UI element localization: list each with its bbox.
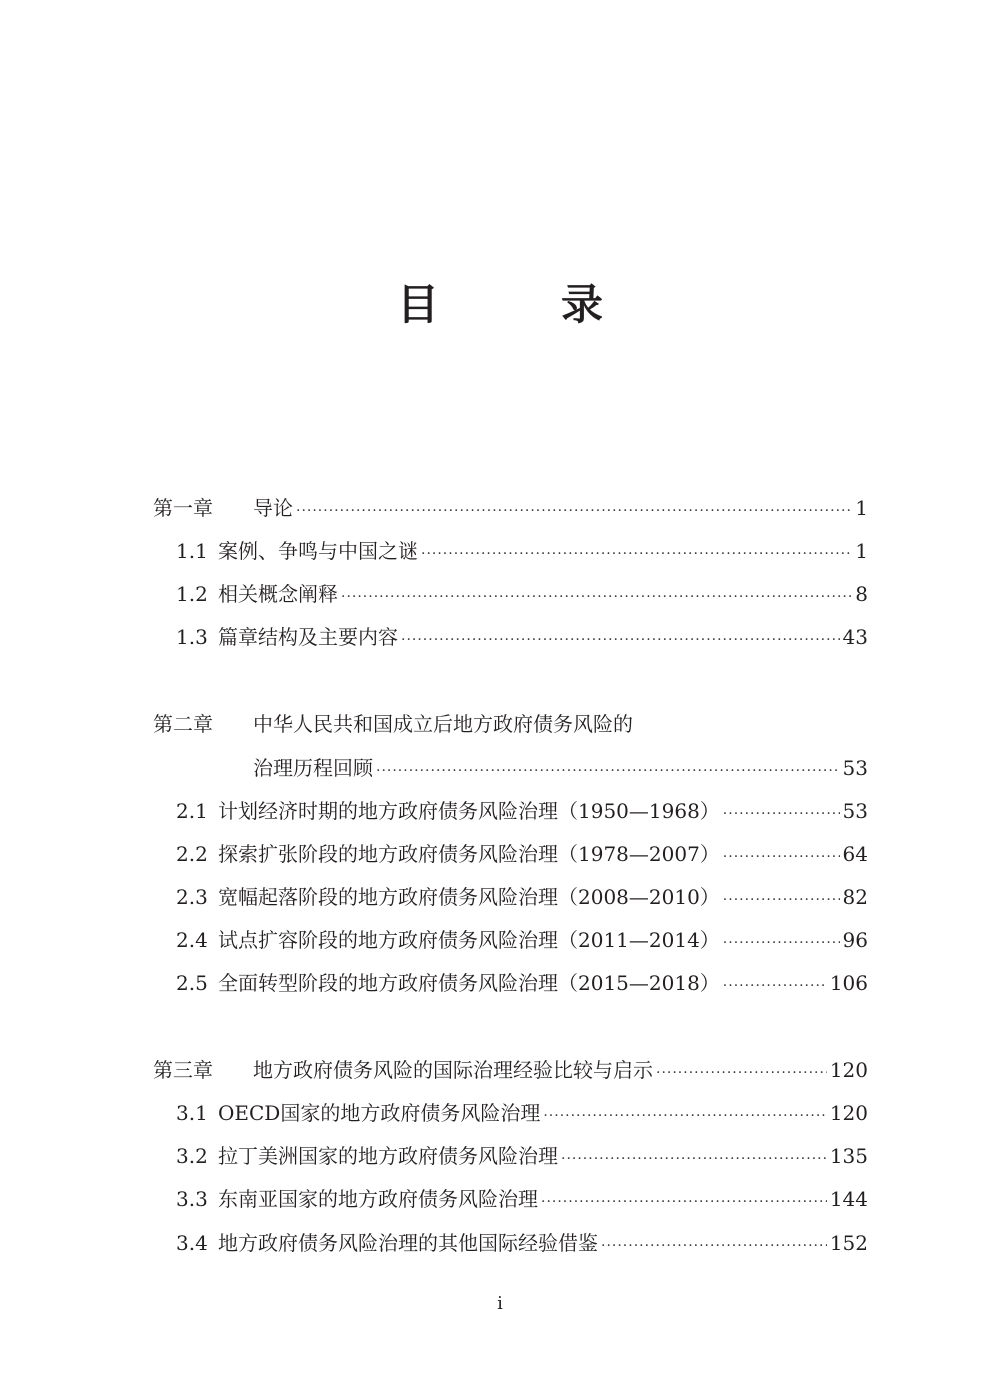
toc-entry-page: 53 bbox=[842, 756, 868, 780]
toc-entry-page: 82 bbox=[842, 885, 868, 909]
toc-section-3-2[interactable] bbox=[0, 1140, 868, 1172]
dot-leader bbox=[296, 495, 852, 527]
toc-entry-number: 第二章 bbox=[153, 712, 213, 736]
dot-leader bbox=[561, 1143, 827, 1175]
dot-leader bbox=[723, 884, 840, 916]
dot-leader bbox=[341, 581, 852, 613]
toc-entry-title: 全面转型阶段的地方政府债务风险治理（2015—2018） bbox=[218, 971, 720, 995]
dot-leader bbox=[376, 755, 840, 787]
toc-chapter-3[interactable] bbox=[0, 1054, 868, 1086]
dot-leader bbox=[723, 798, 840, 830]
toc-section-2-2[interactable] bbox=[0, 838, 868, 870]
dot-leader bbox=[723, 927, 840, 959]
toc-entry-title: 拉丁美洲国家的地方政府债务风险治理 bbox=[218, 1144, 558, 1168]
toc-entry-title: 地方政府债务风险治理的其他国际经验借鉴 bbox=[218, 1231, 598, 1255]
toc-section-2-1[interactable] bbox=[0, 795, 868, 827]
toc-entry-page: 135 bbox=[829, 1144, 868, 1168]
toc-entry-number: 2.3 bbox=[176, 885, 208, 909]
toc-entry-number: 3.3 bbox=[176, 1187, 208, 1211]
toc-section-3-1[interactable] bbox=[0, 1097, 868, 1129]
toc-entry-page: 96 bbox=[842, 928, 868, 952]
dot-leader bbox=[723, 970, 827, 1002]
toc-entry-number: 1.1 bbox=[176, 539, 208, 563]
toc-entry-page: 120 bbox=[829, 1058, 868, 1082]
dot-leader bbox=[601, 1230, 827, 1262]
toc-entry-page: 1 bbox=[855, 496, 868, 520]
toc-entry-number: 1.3 bbox=[176, 625, 208, 649]
toc-entry-number: 2.2 bbox=[176, 842, 208, 866]
toc-entry-page: 120 bbox=[829, 1101, 868, 1125]
toc-entry-number: 3.2 bbox=[176, 1144, 208, 1168]
dot-leader bbox=[421, 538, 852, 570]
toc-entry-number: 2.4 bbox=[176, 928, 208, 952]
toc-entry-page: 152 bbox=[829, 1231, 868, 1255]
toc-entry-title: 东南亚国家的地方政府债务风险治理 bbox=[218, 1187, 538, 1211]
toc-section-2-4[interactable] bbox=[0, 924, 868, 956]
toc-entry-page: 1 bbox=[855, 539, 868, 563]
toc-entry-page: 106 bbox=[829, 971, 868, 995]
dot-leader bbox=[723, 841, 840, 873]
dot-leader bbox=[656, 1057, 827, 1089]
toc-entry-title: 案例、争鸣与中国之谜 bbox=[218, 539, 418, 563]
toc-entry-title: 篇章结构及主要内容 bbox=[218, 625, 398, 649]
toc-entry-title: 导论 bbox=[253, 496, 293, 520]
toc-chapter-2-line2[interactable] bbox=[0, 752, 868, 784]
dot-leader bbox=[543, 1100, 826, 1132]
toc-section-3-3[interactable] bbox=[0, 1183, 868, 1215]
toc-entry-number: 2.1 bbox=[176, 799, 208, 823]
toc-entry-title: 探索扩张阶段的地方政府债务风险治理（1978—2007） bbox=[218, 842, 720, 866]
toc-entry-page: 64 bbox=[842, 842, 868, 866]
page-title: 目 录 bbox=[396, 280, 643, 329]
toc-entry-page: 8 bbox=[855, 582, 868, 606]
toc-section-1-1[interactable] bbox=[0, 535, 868, 567]
toc-entry-title: 地方政府债务风险的国际治理经验比较与启示 bbox=[253, 1058, 653, 1082]
toc-entry-title: OECD国家的地方政府债务风险治理 bbox=[218, 1101, 541, 1125]
toc-chapter-1[interactable] bbox=[0, 492, 868, 524]
toc-entry-title: 中华人民共和国成立后地方政府债务风险的 bbox=[253, 712, 633, 736]
toc-entry-number: 1.2 bbox=[176, 582, 208, 606]
toc-entry-title: 宽幅起落阶段的地方政府债务风险治理（2008—2010） bbox=[218, 885, 720, 909]
dot-leader bbox=[401, 624, 840, 656]
toc-chapter-2-line1[interactable] bbox=[153, 708, 633, 740]
toc-entry-number: 2.5 bbox=[176, 971, 208, 995]
dot-leader bbox=[541, 1186, 827, 1218]
toc-entry-number: 第一章 bbox=[153, 496, 213, 520]
toc-entry-title: 试点扩容阶段的地方政府债务风险治理（2011—2014） bbox=[218, 928, 720, 952]
toc-entry-number: 3.1 bbox=[176, 1101, 208, 1125]
toc-section-1-2[interactable] bbox=[0, 578, 868, 610]
toc-section-2-3[interactable] bbox=[0, 881, 868, 913]
toc-entry-page: 53 bbox=[842, 799, 868, 823]
toc-entry-number: 3.4 bbox=[176, 1231, 208, 1255]
toc-entry-page: 43 bbox=[842, 625, 868, 649]
toc-entry-title: 计划经济时期的地方政府债务风险治理（1950—1968） bbox=[218, 799, 720, 823]
page-number-footer: i bbox=[497, 1293, 503, 1314]
toc-entry-page: 144 bbox=[829, 1187, 868, 1211]
toc-entry-title: 治理历程回顾 bbox=[253, 756, 373, 780]
toc-entry-title: 相关概念阐释 bbox=[218, 582, 338, 606]
toc-section-2-5[interactable] bbox=[0, 967, 868, 999]
toc-section-1-3[interactable] bbox=[0, 621, 868, 653]
toc-section-3-4[interactable] bbox=[0, 1227, 868, 1259]
toc-entry-number: 第三章 bbox=[153, 1058, 213, 1082]
